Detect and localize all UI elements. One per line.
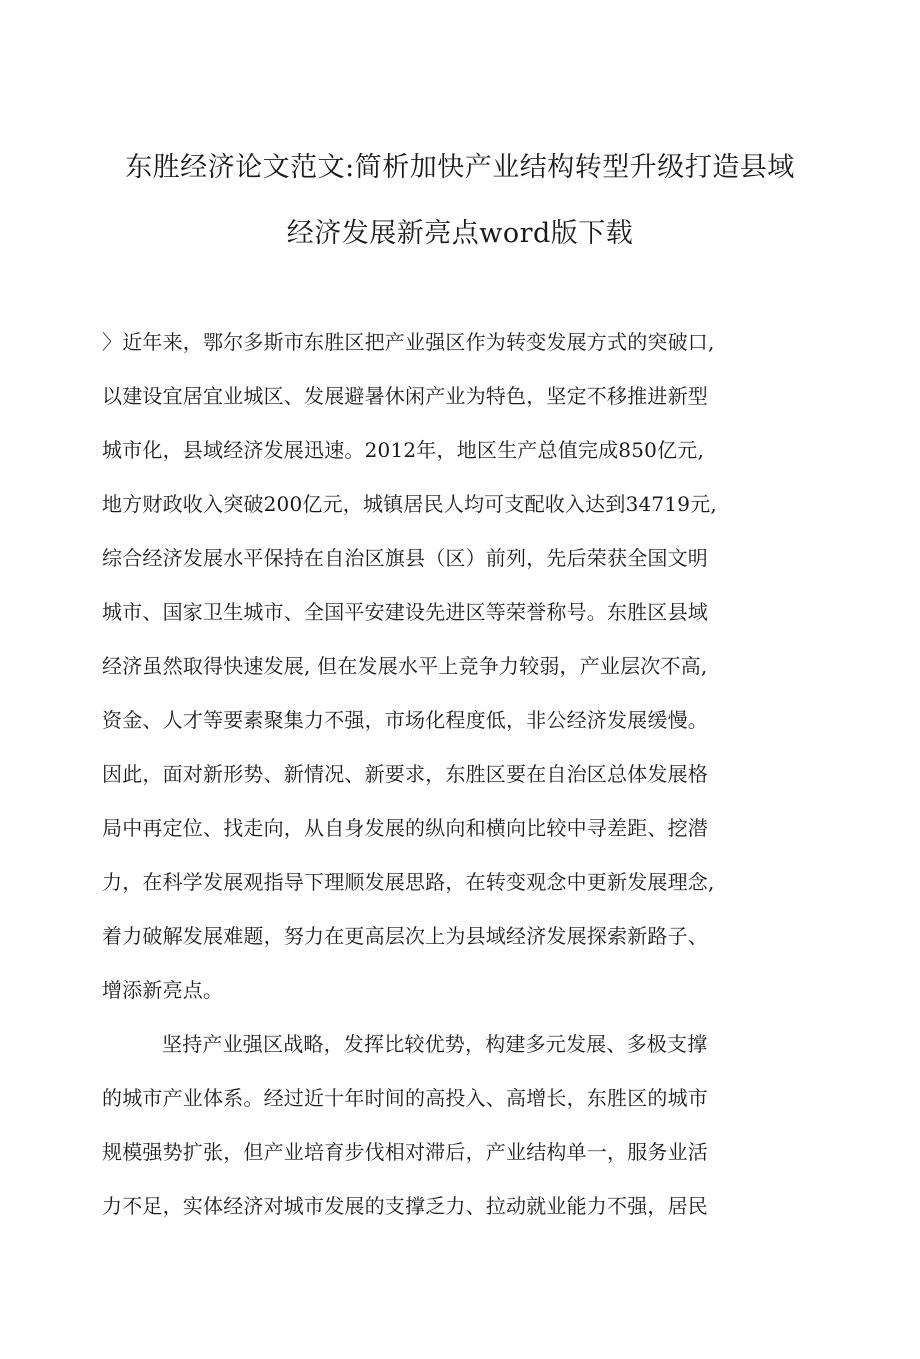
body-line: 资金、人才等要素聚集力不强，市场化程度低，非公经济发展缓慢。 <box>102 708 708 732</box>
body-line: 的城市产业体系。经过近十年时间的高投入、高增长，东胜区的城市 <box>102 1086 708 1110</box>
body-line: 〉近年来，鄂尔多斯市东胜区把产业强区作为转变发展方式的突破口, <box>102 330 715 354</box>
document-body <box>102 322 802 1240</box>
body-line: 地方财政收入突破200亿元，城镇居民人均可支配收入达到34719元, <box>102 492 717 516</box>
body-line: 因此，面对新形势、新情况、新要求，东胜区要在自治区总体发展格 <box>102 762 708 786</box>
body-line: 力不足，实体经济对城市发展的支撑乏力、拉动就业能力不强，居民 <box>102 1194 708 1218</box>
body-line: 规模强势扩张，但产业培育步伐相对滞后，产业结构单一，服务业活 <box>102 1140 708 1164</box>
paragraph-start-line: 坚持产业强区战略，发挥比较优势，构建多元发展、多极支撑 <box>162 1032 708 1056</box>
body-line: 局中再定位、找走向，从自身发展的纵向和横向比较中寻差距、挖潜 <box>102 816 708 840</box>
body-line: 以建设宜居宜业城区、发展避暑休闲产业为特色，坚定不移推进新型 <box>102 384 708 408</box>
body-line: 城市、国家卫生城市、全国平安建设先进区等荣誉称号。东胜区县域 <box>102 600 708 624</box>
document-title-line-1: 东胜经济论文范文:简析加快产业结构转型升级打造县域 <box>125 152 795 183</box>
body-line: 增添新亮点。 <box>102 978 224 1002</box>
body-line: 综合经济发展水平保持在自治区旗县（区）前列，先后荣获全国文明 <box>102 546 708 570</box>
document-title-line-2: 经济发展新亮点word版下载 <box>286 218 634 249</box>
body-line: 经济虽然取得快速发展, 但在发展水平上竞争力较弱，产业层次不高, <box>102 654 708 678</box>
body-line: 力，在科学发展观指导下理顺发展思路，在转变观念中更新发展理念, <box>102 870 715 894</box>
body-line: 着力破解发展难题，努力在更高层次上为县域经济发展探索新路子、 <box>102 924 708 948</box>
body-line: 城市化，县域经济发展迅速。2012年，地区生产总值完成850亿元, <box>102 438 705 462</box>
